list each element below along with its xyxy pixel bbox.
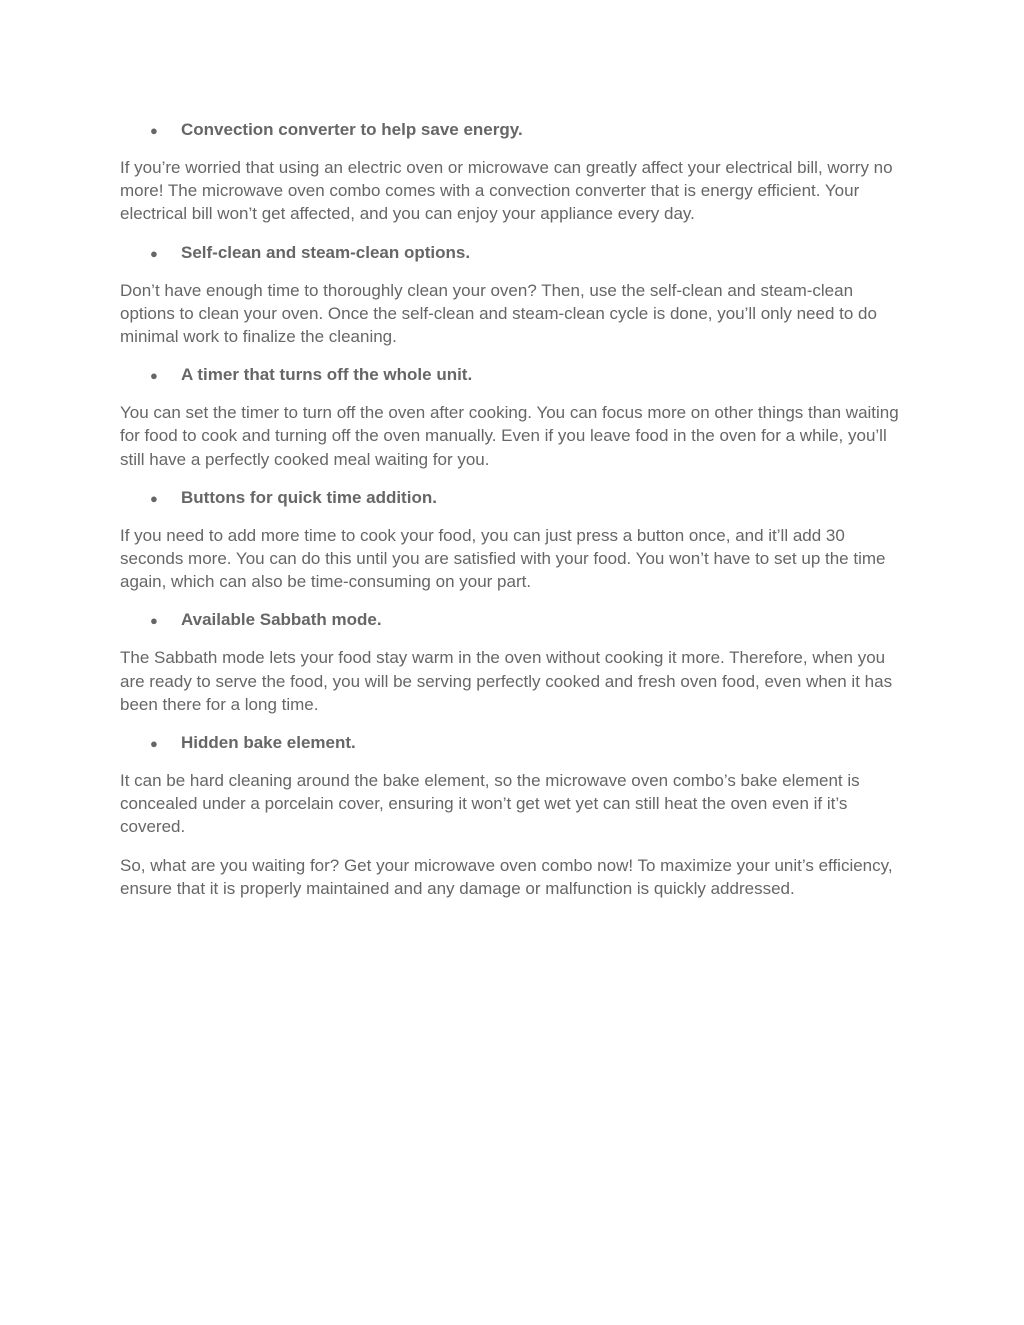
feature-paragraph: Don’t have enough time to thoroughly clean your oven? Then, use the self-clean and steam-clean options to clean your oven. Once the self-clean and steam-clean cycle is done, you’ll only need to do minimal work to finalize the cleaning. [120, 280, 877, 347]
feature-heading [120, 486, 910, 510]
feature-heading [120, 731, 910, 755]
feature-paragraph: If you’re worried that using an electric oven or microwave can greatly affect your electrical bill, worry no more! The microwave oven combo comes with a convection converter that is energy efficient. Your electrical bill won’t get affected, and you can enjoy your appliance every day. [120, 158, 893, 224]
feature-heading [120, 241, 910, 265]
bullet-icon: ● [150, 368, 158, 384]
feature-heading-text: Buttons for quick time addition. [181, 487, 437, 507]
feature-paragraph: It can be hard cleaning around the bake element, so the microwave oven combo’s bake element is concealed under a porcelain cover, ensuring it won’t get wet yet can still heat the oven even if it’s covered. [120, 771, 860, 837]
feature-heading-text: A timer that turns off the whole unit. [181, 365, 473, 385]
bullet-icon: ● [150, 736, 158, 752]
bullet-icon: ● [150, 613, 158, 629]
bullet-icon: ● [150, 245, 158, 261]
feature-heading-text: Hidden bake element. [181, 733, 356, 753]
feature-heading-text: Convection converter to help save energy. [181, 120, 523, 139]
feature-paragraph: You can set the timer to turn off the oven after cooking. You can focus more on other things than waiting for food to cook and turning off the oven manually. Even if you leave food in the oven for a while, you’ll still have a perfectly cooked meal waiting for you. [120, 403, 899, 469]
feature-heading-text: Available Sabbath mode. [181, 610, 382, 630]
bullet-icon: ● [150, 123, 158, 138]
feature-heading-text: Self-clean and steam-clean options. [181, 242, 471, 262]
feature-heading [120, 118, 910, 142]
feature-heading [120, 363, 910, 387]
feature-heading [120, 608, 910, 632]
bullet-icon: ● [150, 490, 158, 506]
feature-paragraph: If you need to add more time to cook your food, you can just press a button once, and it’ll add 30 seconds more. You can do this until you are satisfied with your food. You won’t have to set up the time again, which can also be time-consuming on your part. [120, 525, 886, 592]
closing-paragraph: So, what are you waiting for? Get your microwave oven combo now! To maximize your unit’s efficiency, ensure that it is properly maintained and any damage or malfunction is quickly addressed. [120, 855, 893, 898]
document-page [120, 118, 910, 915]
feature-paragraph: The Sabbath mode lets your food stay warm in the oven without cooking it more. Therefore, when you are ready to serve the food, you will be serving perfectly cooked and fresh oven food, even when it has been there for a long time. [120, 648, 893, 714]
